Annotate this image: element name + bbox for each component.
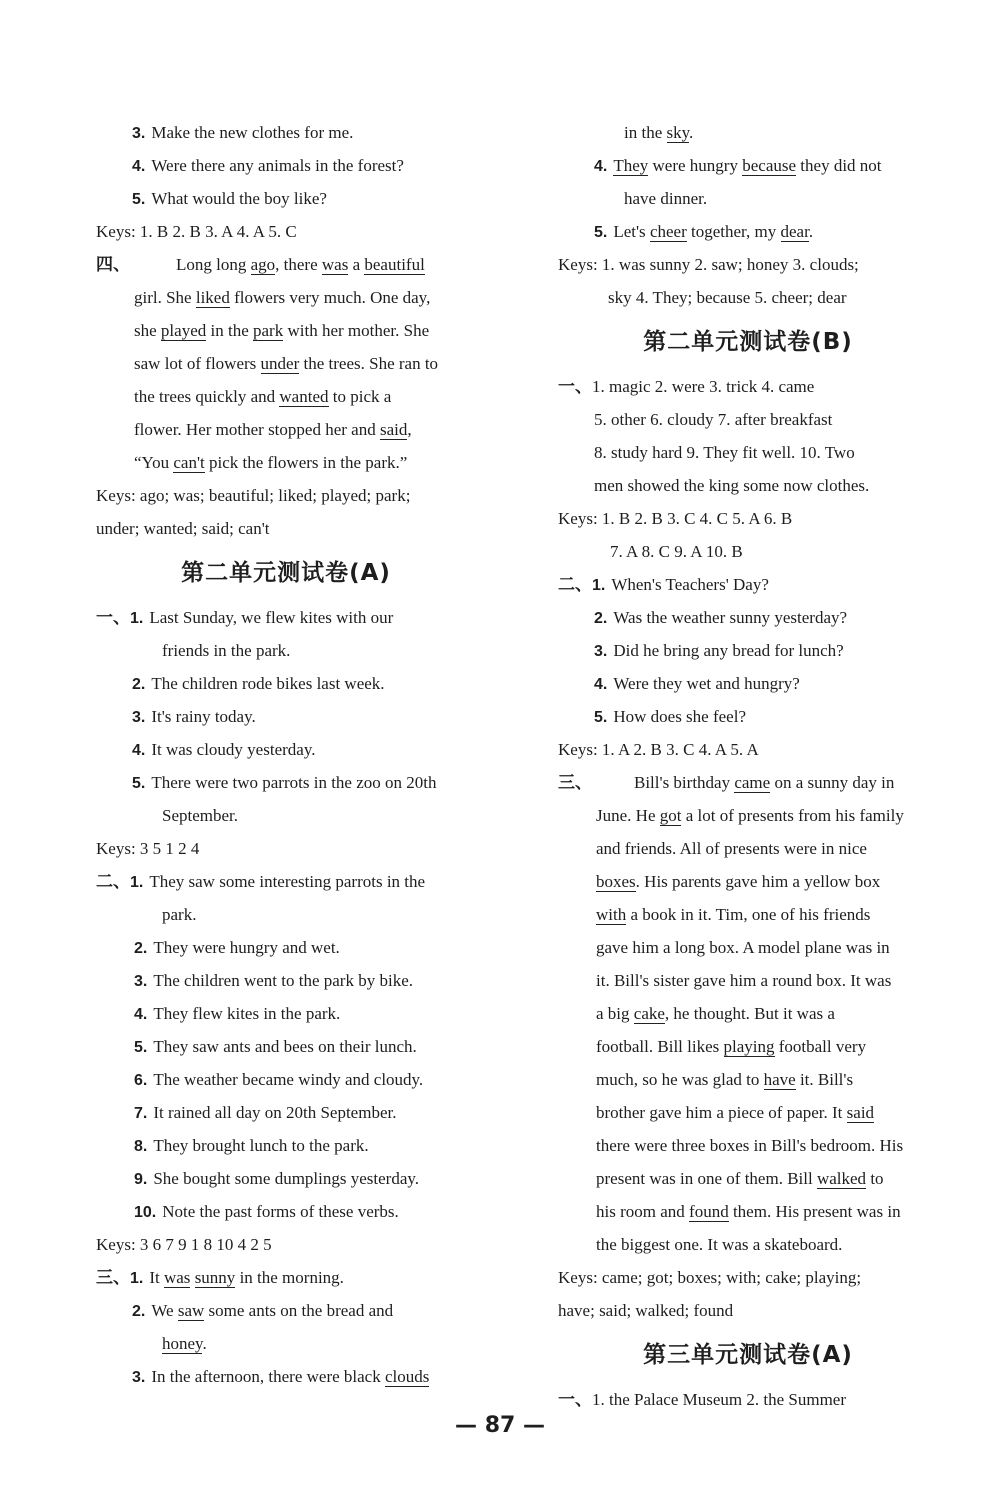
keys-line: Keys: 1. was sunny 2. saw; honey 3. clouds; [558,255,859,274]
filled-blank: cheer [649,222,687,241]
item-number: 5. [594,224,608,241]
text-segment: Long long [176,255,251,274]
answer-line [96,1129,476,1162]
filled-blank: playing [723,1037,775,1056]
filled-blank: beautiful [364,255,425,274]
text-segment: there were three boxes in Bill's bedroom. His [596,1136,904,1155]
filled-blank: can't [173,453,205,472]
filled-blank: was [163,1268,191,1287]
filled-blank: because [742,156,797,175]
text-segment: . His parents gave him a yellow box [635,872,881,891]
text-segment: We [151,1301,178,1320]
filled-blank: said [379,420,408,439]
filled-blank: sky [666,123,690,142]
passage-line [96,281,476,314]
item-number: 5. [132,775,146,792]
filled-blank: liked [195,288,230,307]
section-mark: 四、 [96,255,130,275]
answer-line [96,964,476,997]
answer-text: They were hungry and wet. [153,938,340,957]
keys-line: Keys: 1. B 2. B 3. C 4. C 5. A 6. B [558,509,793,528]
answer-line [96,1261,476,1294]
text-segment: the trees quickly and [134,387,280,406]
passage-line [558,931,938,964]
filled-blank: got [659,806,682,825]
passage-line [558,1063,938,1096]
filled-blank: dear [780,222,809,241]
answer-line [96,1195,476,1228]
passage-line [558,898,938,931]
answer-text: They saw some interesting parrots in the [149,872,426,891]
answer-line [96,1096,476,1129]
text-segment: football very [774,1037,867,1056]
text-segment: . [808,222,814,241]
answer-line [96,997,476,1030]
page-number: — 87 — [455,1413,545,1438]
filled-blank: said [846,1103,875,1122]
answer-line [96,182,476,215]
text-segment: to pick a [328,387,392,406]
answer-text: How does she feel? [613,707,746,726]
passage-line [558,997,938,1030]
section-mark: 一、 [96,608,130,628]
text-segment: they did not [796,156,882,175]
item-number: 1. [130,1270,144,1287]
filled-blank: under [260,354,300,373]
passage-line [558,1162,938,1195]
passage-line [558,865,938,898]
answer-line [96,667,476,700]
answer-text: Were there any animals in the forest? [151,156,404,175]
filled-blank: park [253,321,284,340]
answer-text [613,156,881,176]
section-mark: 一、 [558,1390,592,1410]
section-mark: 二、 [558,575,592,595]
text-segment: she [134,321,161,340]
item-number: 5. [132,191,146,208]
answer-line [558,601,938,634]
keys-line: have; said; walked; found [558,1301,734,1320]
filled-blank: They [613,156,649,175]
item-number: 6. [134,1072,148,1089]
text-segment: . [689,123,694,142]
answer-line [96,601,476,634]
answer-line [558,370,938,403]
keys-line: 7. A 8. C 9. A 10. B [610,542,743,561]
answer-text [151,1301,393,1321]
answer-line [96,1360,476,1393]
text-segment: gave him a long box. A model plane was in [596,938,890,957]
answer-line: have dinner. [624,189,708,208]
passage-line [96,446,476,479]
answer-line [96,865,476,898]
text-segment: a big [596,1004,634,1023]
keys-line: under; wanted; said; can't [96,519,270,538]
text-segment: June. He [596,806,660,825]
section-mark: 二、 [96,872,130,892]
text-segment: were hungry [648,156,743,175]
keys-line: Keys: came; got; boxes; with; cake; playing; [558,1268,862,1287]
text-segment: . [202,1334,207,1353]
filled-blank: found [689,1202,729,1221]
passage-three [558,766,938,1261]
text-segment: “You [134,453,174,472]
text-segment: some ants on the bread and [204,1301,394,1320]
text-segment: football. Bill likes [596,1037,724,1056]
answer-text: 1. magic 2. were 3. trick 4. came [592,377,815,396]
text-segment: Let's [613,222,650,241]
text-segment: , [407,420,412,439]
item-number: 2. [132,676,146,693]
answer-line: 8. study hard 9. They fit well. 10. Two [594,443,855,462]
answer-text: They flew kites in the park. [153,1004,341,1023]
passage-line [96,413,476,446]
item-number: 3. [132,709,146,726]
text-segment: the biggest one. It was a skateboard. [596,1235,843,1254]
text-segment: the trees. She ran to [299,354,439,373]
filled-blank: honey [162,1334,203,1353]
item-number: 8. [134,1138,148,1155]
item-number: 3. [132,125,146,142]
text-segment: and friends. All of presents were in nice [596,839,867,858]
answer-line [558,1383,938,1416]
filled-blank: saw [177,1301,205,1320]
answer-line [96,116,476,149]
answer-text: Note the past forms of these verbs. [162,1202,399,1221]
section-heading: 第二单元测试卷(B) [643,329,853,355]
item-number: 4. [132,158,146,175]
answer-text [613,222,813,242]
item-number: 3. [594,643,608,660]
left-column [96,116,476,1393]
answer-text: The children rode bikes last week. [151,674,385,693]
item-number: 2. [134,940,148,957]
answer-line [96,1294,476,1327]
item-number: 4. [132,742,146,759]
item-number: 3. [134,973,148,990]
answer-text: Was the weather sunny yesterday? [613,608,848,627]
answer-text: She bought some dumplings yesterday. [153,1169,420,1188]
filled-blank: cake [633,1004,665,1023]
text-segment: , he thought. But it was a [664,1004,835,1023]
text-segment: In the afternoon, there were black [151,1367,385,1386]
text-segment: to [866,1169,884,1188]
passage-four [96,248,476,479]
answer-line [558,700,938,733]
text-segment: flower. Her mother stopped her and [134,420,380,439]
answer-line: park. [162,905,197,924]
item-number: 1. [592,577,606,594]
answer-line [558,149,938,182]
passage-line [96,248,476,281]
section-heading: 第三单元测试卷(A) [643,1342,853,1368]
answer-text: It rained all day on 20th September. [153,1103,397,1122]
text-segment: Bill's birthday [634,773,735,792]
item-number: 1. [130,610,144,627]
answer-line [96,1030,476,1063]
item-number: 9. [134,1171,148,1188]
filled-blank: walked [816,1169,867,1188]
answer-text: There were two parrots in the zoo on 20th [151,773,437,792]
answer-line [96,931,476,964]
text-segment: saw lot of flowers [134,354,261,373]
item-number: 7. [134,1105,148,1122]
section-mark: 三、 [558,773,592,793]
answer-text [149,1268,344,1288]
item-number: 4. [134,1006,148,1023]
answer-text: Were they wet and hungry? [613,674,800,693]
answer-text: When's Teachers' Day? [611,575,769,594]
filled-blank: was [321,255,349,274]
answer-text: Make the new clothes for me. [151,123,354,142]
text-segment: It [149,1268,164,1287]
text-segment: pick the flowers in the park.” [204,453,408,472]
section-mark: 三、 [96,1268,130,1288]
answer-line [96,1063,476,1096]
passage-line [558,1096,938,1129]
text-segment: present was in one of them. Bill [596,1169,817,1188]
answer-text: The weather became windy and cloudy. [153,1070,424,1089]
text-segment: in the [206,321,253,340]
filled-blank: boxes [596,872,636,891]
item-number: 2. [132,1303,146,1320]
section-heading: 第二单元测试卷(A) [181,560,391,586]
answer-text: They brought lunch to the park. [153,1136,369,1155]
answer-line [96,733,476,766]
keys-line: Keys: 3 6 7 9 1 8 10 4 2 5 [96,1235,272,1254]
answer-line [558,634,938,667]
text-segment: together, my [686,222,781,241]
text-segment: it. Bill's [795,1070,854,1089]
filled-blank: wanted [279,387,329,406]
item-number: 4. [594,158,608,175]
text-segment: a book in it. Tim, one of his friends [626,905,871,924]
answer-text: It was cloudy yesterday. [151,740,316,759]
answer-text: It's rainy today. [151,707,256,726]
answer-line [558,215,938,248]
answer-text: 1. the Palace Museum 2. the Summer [592,1390,847,1409]
item-number: 1. [130,874,144,891]
answer-text: The children went to the park by bike. [153,971,413,990]
filled-blank: sunny [194,1268,236,1287]
answer-line [96,1162,476,1195]
answer-line: men showed the king some now clothes. [594,476,870,495]
answer-line: friends in the park. [162,641,291,660]
text-segment: in the morning. [235,1268,344,1287]
answer-line [96,766,476,799]
answer-line [558,667,938,700]
passage-line [558,799,938,832]
text-segment: brother gave him a piece of paper. It [596,1103,847,1122]
filled-blank: ago [250,255,276,274]
keys-line: Keys: 1. B 2. B 3. A 4. A 5. C [96,222,297,241]
section-two-list [558,568,938,733]
item-number: 10. [134,1204,157,1221]
text-segment: flowers very much. One day, [229,288,431,307]
filled-blank: with [596,905,627,924]
passage-line [96,380,476,413]
text-segment: girl. She [134,288,196,307]
passage-line [558,1129,938,1162]
item-number: 2. [594,610,608,627]
filled-blank: clouds [384,1367,430,1386]
filled-blank: came [734,773,771,792]
filled-blank: played [160,321,207,340]
passage-line [558,1030,938,1063]
answer-text [151,1367,429,1387]
passage-line [96,314,476,347]
answer-text: They saw ants and bees on their lunch. [153,1037,417,1056]
text-segment: them. His present was in [728,1202,901,1221]
passage-line [558,1195,938,1228]
section-mark: 一、 [558,377,592,397]
keys-line: sky 4. They; because 5. cheer; dear [608,288,847,307]
section-two-list [96,931,476,1228]
answer-line: September. [162,806,239,825]
text-segment: a lot of presents from his family [681,806,904,825]
passage-line [96,347,476,380]
keys-line: Keys: ago; was; beautiful; liked; played; park; [96,486,411,505]
answer-line [558,568,938,601]
text-segment: , there [275,255,322,274]
text-segment: his room and [596,1202,690,1221]
answer-line [96,149,476,182]
text-segment: a [348,255,365,274]
item-number: 4. [594,676,608,693]
text-segment: in the [624,123,667,142]
item-number: 5. [594,709,608,726]
answer-text: What would the boy like? [151,189,327,208]
text-segment: it. Bill's sister gave him a round box. It was [596,971,892,990]
text-segment: with her mother. She [283,321,430,340]
text-segment: much, so he was glad to [596,1070,764,1089]
answer-line [96,1327,476,1360]
answer-text: Did he bring any bread for lunch? [613,641,844,660]
keys-line: Keys: 1. A 2. B 3. C 4. A 5. A [558,740,759,759]
answer-text: Last Sunday, we flew kites with our [149,608,394,627]
answer-line [96,700,476,733]
item-number: 3. [132,1369,146,1386]
passage-line [558,964,938,997]
keys-line: Keys: 3 5 1 2 4 [96,839,200,858]
filled-blank: have [763,1070,796,1089]
passage-line [558,832,938,865]
item-number: 5. [134,1039,148,1056]
answer-line [558,116,938,149]
answer-line: 5. other 6. cloudy 7. after breakfast [594,410,833,429]
text-segment: on a sunny day in [770,773,895,792]
right-column [558,116,938,1416]
passage-line [558,1228,938,1261]
passage-line [558,766,938,799]
